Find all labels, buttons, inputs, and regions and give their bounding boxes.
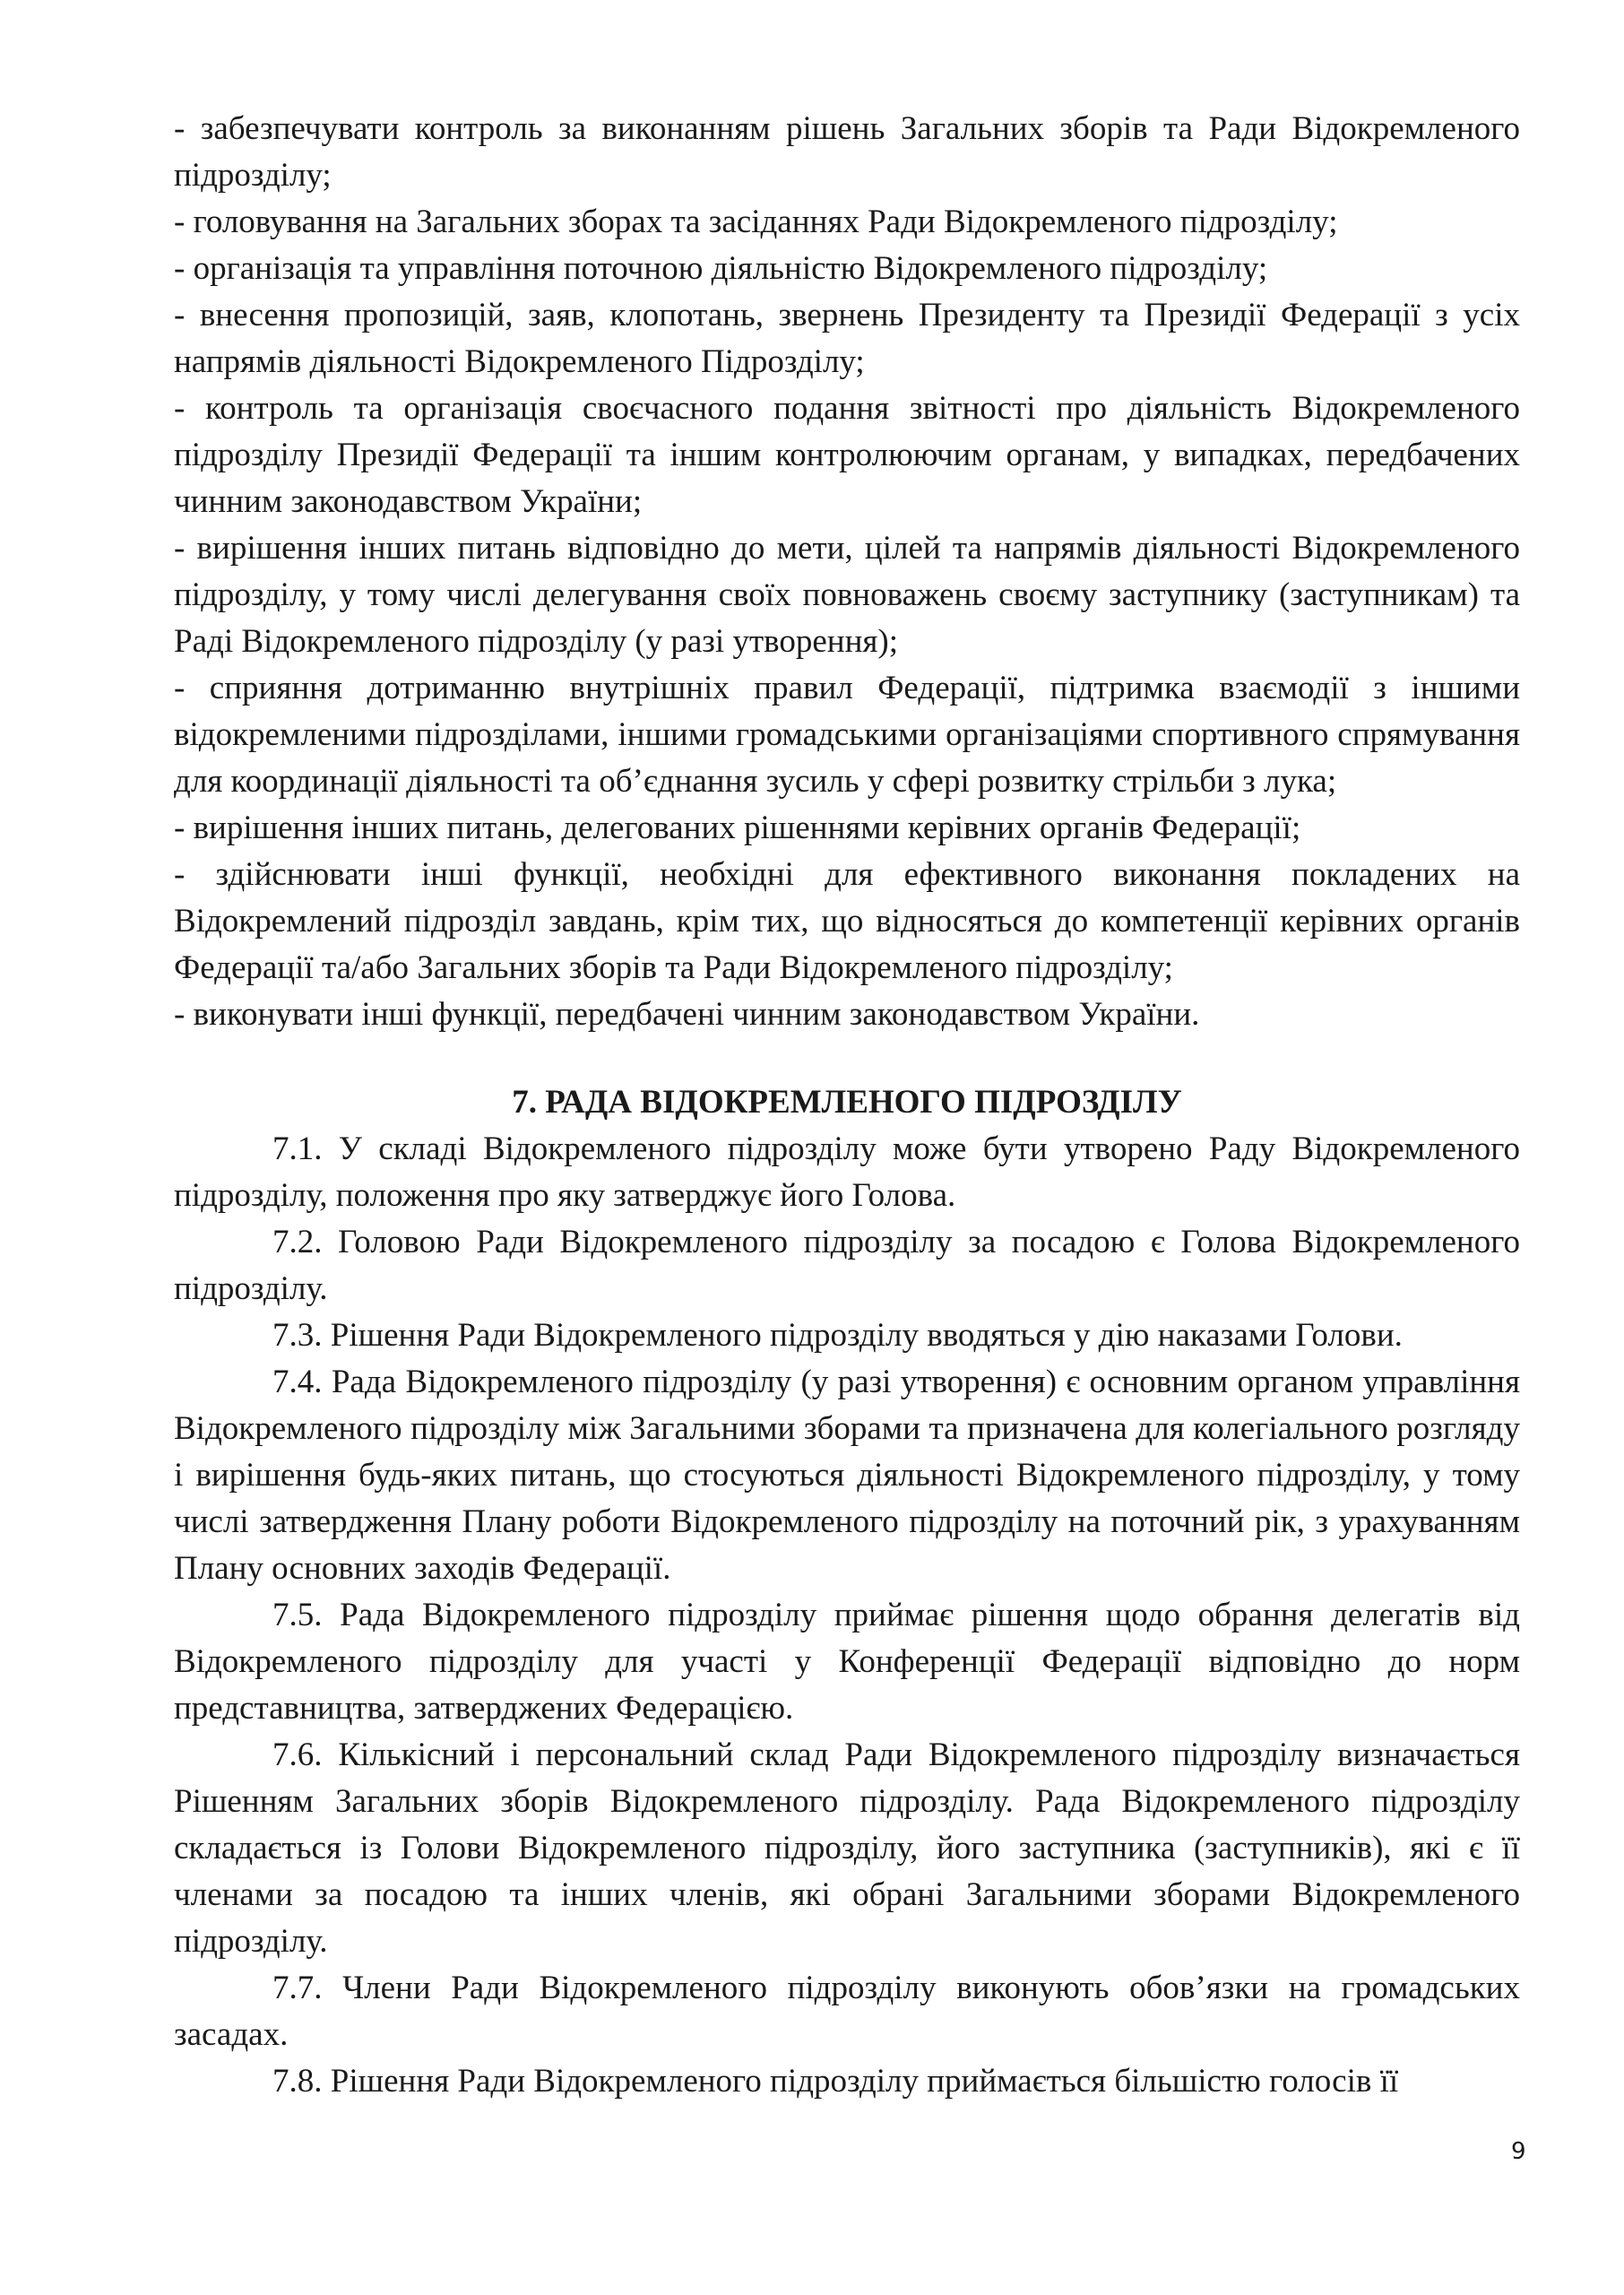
clause-7-1: 7.1. У складі Відокремленого підрозділу може бути утворено Раду Відокремленого підрозділу, положення про яку затверджує його Голова.	[174, 1130, 1520, 1214]
duty-item: - виконувати інші функції, передбачені чинним законодавством України.	[174, 996, 1200, 1033]
clause-7-7: 7.7. Члени Ради Відокремленого підрозділу виконують обов’язки на громадських засадах.	[174, 1970, 1520, 2053]
document-page	[174, 106, 1520, 2105]
duty-item: - вирішення інших питань, делегованих рішеннями керівних органів Федерації;	[174, 810, 1301, 846]
duty-item: - головування на Загальних зборах та засіданнях Ради Відокремленого підрозділу;	[174, 204, 1338, 240]
duty-item: - організація та управління поточною діяльністю Відокремленого підрозділу;	[174, 250, 1268, 287]
clause-7-5: 7.5. Рада Відокремленого підрозділу приймає рішення щодо обрання делегатів від Відокремленого підрозділу для участі у Конференції Федерації відповідно до норм представництва, затверджених Федерацією.	[174, 1597, 1520, 1727]
duties-list	[174, 106, 1520, 1038]
clause-7-8: 7.8. Рішення Ради Відокремленого підрозділу приймається більшістю голосів її	[272, 2063, 1399, 2100]
duty-item: - внесення пропозицій, заяв, клопотань, звернень Президенту та Президії Федерації з усіх напрямів діяльності Відокремленого Підрозділу;	[174, 297, 1520, 380]
clause-7-3: 7.3. Рішення Ради Відокремленого підрозділу вводяться у дію наказами Голови.	[272, 1317, 1403, 1354]
clause-7-4: 7.4. Рада Відокремленого підрозділу (у разі утворення) є основним органом управління Відокремленого підрозділу між Загальними зборами та призначена для колегіального розгляду і вирішення будь-яких питань, що стосуються діяльності Відокремленого підрозділу, у тому числі затвердження Плану роботи Відокремленого підрозділу на поточний рік, з урахуванням Плану основних заходів Федерації.	[174, 1364, 1520, 1587]
clause-7-2: 7.2. Головою Ради Відокремленого підрозділу за посадою є Голова Відокремленого підрозділу.	[174, 1224, 1520, 1307]
clause-7-6: 7.6. Кількісний і персональний склад Ради Відокремленого підрозділу визначається Рішенням Загальних зборів Відокремленого підрозділу. Рада Відокремленого підрозділу складається із Голови Відокремленого підрозділу, його заступника (заступників), які є її членами за посадою та інших членів, які обрані Загальними зборами Відокремленого підрозділу.	[174, 1736, 1520, 1960]
clauses-list	[174, 1126, 1520, 2105]
section-title: 7. РАДА ВІДОКРЕМЛЕНОГО ПІДРОЗДІЛУ	[512, 1084, 1182, 1121]
page-number: 9	[1511, 2138, 1526, 2165]
duty-item: - сприяння дотриманню внутрішніх правил Федерації, підтримка взаємодії з іншими відокремленими підрозділами, іншими громадськими організаціями спортивного спрямування для координації діяльності та об’єднання зусиль у сфері розвитку стрільби з лука;	[174, 670, 1520, 800]
duty-item: - контроль та організація своєчасного подання звітності про діяльність Відокремленого підрозділу Президії Федерації та іншим контролюючим органам, у випадках, передбачених чинним законодавством України;	[174, 390, 1520, 520]
duty-item: - вирішення інших питань відповідно до мети, цілей та напрямів діяльності Відокремленого підрозділу, у тому числі делегування своїх повноважень своєму заступнику (заступникам) та Раді Відокремленого підрозділу (у разі утворення);	[174, 530, 1520, 660]
duty-item: - забезпечувати контроль за виконанням рішень Загальних зборів та Ради Відокремленого підрозділу;	[174, 110, 1520, 194]
duty-item: - здійснювати інші функції, необхідні для ефективного виконання покладених на Відокремлений підрозділ завдань, крім тих, що відносяться до компетенції керівних органів Федерації та/або Загальних зборів та Ради Відокремленого підрозділу;	[174, 856, 1520, 986]
